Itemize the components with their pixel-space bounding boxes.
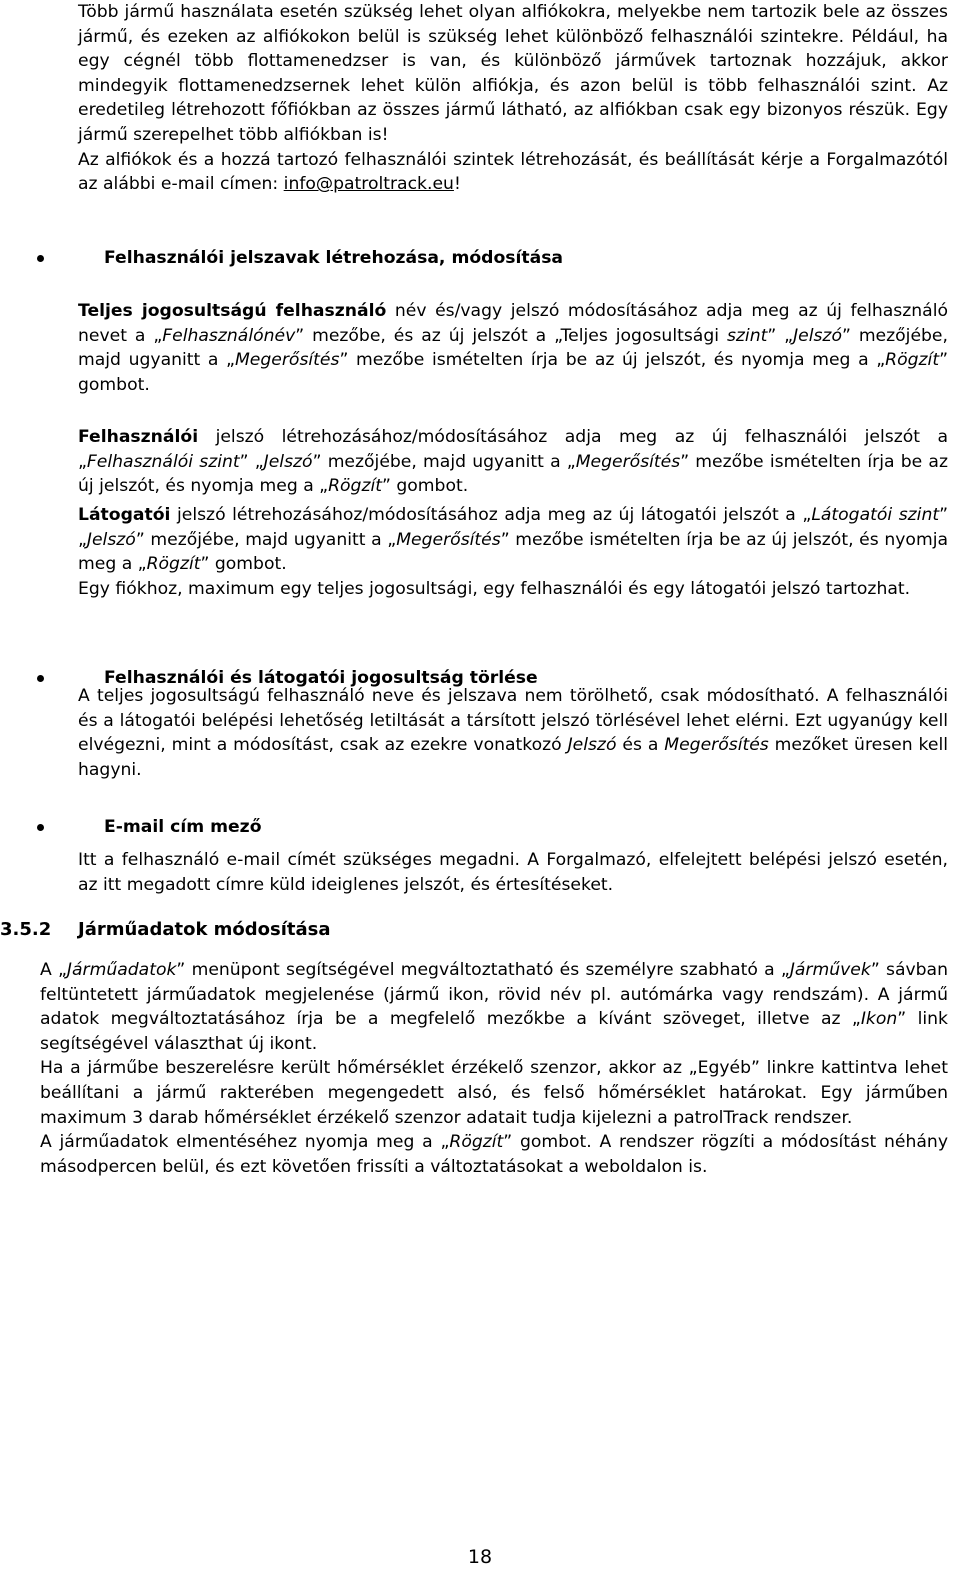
- section-title: Járműadatok módosítása: [78, 919, 331, 940]
- text-run: ” menüpont segítségével megváltoztatható és személyre szabható a „: [176, 960, 790, 980]
- text-run: A teljes jogosultságú felhasználó neve és jelszava nem törölhető, csak módosítható. A felhasználói és a látogatói belépési lehetőség letiltását a társított jelszó törlésével lehet elérni. Ezt ugyanúgy kell elvégezni, mint a módosítást, csak az ezekre vonatkozó: [78, 686, 948, 756]
- text-run: ” mezőjébe, majd ugyanitt a „: [312, 451, 576, 472]
- intro-contact-paragraph: [78, 148, 948, 197]
- deletion-text: [78, 684, 948, 782]
- save-paragraph: [40, 1130, 948, 1179]
- field-name: Jelszó: [263, 451, 313, 472]
- menu-name: Járművek: [789, 960, 871, 980]
- bold-term: Teljes jogosultságú felhasználó: [78, 301, 387, 321]
- text-run: jelszó létrehozásához/módosításához adja meg az új látogatói jelszót a „: [170, 505, 812, 525]
- text-run: A „: [40, 960, 67, 980]
- text-run: név és/vagy jelszó módosításához adja meg az új felhasználó nevet a „: [78, 301, 948, 346]
- email-field-text: Itt a felhasználó e-mail címét szükséges megadni. A Forgalmazó, elfelejtett belépési jelszó esetén, az itt megadott címre küld ideiglenes jelszót, és értesítéseket.: [78, 850, 948, 895]
- text-run: ” gombot.: [200, 554, 287, 575]
- field-name: Jelszó: [793, 325, 842, 346]
- field-name: Jelszó: [567, 735, 617, 756]
- email-link[interactable]: info@patroltrack.eu: [283, 174, 454, 195]
- bullet-heading-text: Felhasználói és látogatói jogosultság törlése: [104, 668, 538, 688]
- button-name: Rögzít: [449, 1132, 504, 1153]
- section-number: 3.5.2: [0, 919, 52, 940]
- full-access-paragraph: [78, 299, 948, 397]
- text-run: ” mezőbe ismételten írja be az új jelszót, és nyomja meg a „: [339, 350, 886, 371]
- field-name: Rögzít: [885, 350, 940, 371]
- text-run: ” mezőjébe, majd ugyanitt a „: [78, 325, 948, 371]
- bullet-icon: [37, 824, 44, 831]
- user-password-paragraph: [78, 425, 948, 499]
- intro-text: [78, 0, 948, 197]
- field-name: Megerősítés: [234, 350, 340, 371]
- bullet-icon: [37, 675, 44, 682]
- password-limit-note: Egy fiókhoz, maximum egy teljes jogosultsági, egy felhasználói és egy látogatói jelszó tartozhat.: [78, 578, 911, 599]
- contact-punctuation: !: [453, 174, 461, 195]
- full-access-text: [78, 299, 948, 397]
- text-run: ” mezőbe ismételten írja be az új jelszót, és nyomja meg a „: [78, 529, 948, 575]
- text-run: ” „: [239, 451, 264, 472]
- field-name: Megerősítés: [396, 529, 501, 550]
- field-name: Megerősítés: [664, 735, 769, 756]
- field-name: szint: [726, 325, 768, 346]
- text-run: A járműadatok elmentéséhez nyomja meg a „: [40, 1132, 450, 1153]
- bullet-icon: [37, 255, 44, 262]
- text-run: ” „: [767, 325, 794, 346]
- bullet-heading-text: Felhasználói jelszavak létrehozása, módosítása: [104, 248, 564, 268]
- text-run: és a: [616, 735, 665, 756]
- bold-term: Felhasználói: [78, 427, 199, 447]
- link-name: Ikon: [860, 1009, 898, 1030]
- menu-name: Járműadatok: [66, 960, 177, 980]
- text-run: ” mezőbe ismételten írja be az új jelszót, és nyomja meg a „: [78, 451, 948, 497]
- vehicle-data-paragraph: [40, 958, 948, 1056]
- text-run: jelszó létrehozásához/módosításához adja meg az új felhasználói jelszót a „: [78, 427, 948, 472]
- visitor-password-text: [78, 503, 948, 577]
- text-run: ” mezőbe, és az új jelszót a „Teljes jogosultsági: [295, 325, 727, 346]
- field-name: Felhasználói szint: [86, 451, 240, 472]
- user-password-text: [78, 425, 948, 499]
- intro-paragraph: Több jármű használata esetén szükség lehet olyan alfiókokra, melyekbe nem tartozik bele az összes jármű, és ezeken az alfiókokon belül is szükség lehet különböző felhasználói szintekre. Például, ha egy cégnél több flottamenedzser is van, és különböző járművek tartoznak hozzájuk, akkor mindegyik flottamenedzsernek lehet külön alfiókja, és azon belül is több felhasználói szint. Az eredetileg létrehozott főfiókban az összes jármű látható, az alfiókban csak egy bizonyos részük. Egy jármű szerepelhet több alfiókban is!: [78, 2, 948, 145]
- visitor-password-paragraph: [78, 503, 948, 601]
- contact-text: Az alfiókok és a hozzá tartozó felhasználói szintek létrehozását, és beállítását kérje a Forgalmazótól az alábbi e-mail címen:: [78, 149, 948, 195]
- text-run: ” „: [78, 505, 949, 550]
- field-name: Látogatói szint: [811, 505, 940, 525]
- text-run: ” gombot.: [78, 350, 948, 395]
- bullet-heading-text: E-mail cím mező: [104, 817, 262, 837]
- field-name: Jelszó: [86, 529, 136, 550]
- text-run: mezőket üresen kell hagyni.: [78, 735, 948, 780]
- deletion-paragraph: [78, 684, 948, 782]
- text-run: ” gombot.: [382, 476, 469, 497]
- email-field-paragraph: [78, 848, 948, 897]
- text-run: ” link segítségével választhat új ikont.: [40, 1009, 948, 1054]
- text-run: ” sávban feltüntetett járműadatok megjelenése (jármű ikon, rövid név pl. autómárka vagy rendszám). A jármű adatok megváltoztatásához írja be a megfelelő mezőkbe a kívánt szöveget, illetve az „: [40, 960, 948, 1030]
- section-body: [40, 958, 948, 1179]
- page-number: 18: [467, 1546, 493, 1568]
- field-name: Rögzít: [146, 554, 201, 575]
- text-run: ” mezőjébe, majd ugyanitt a „: [135, 529, 397, 550]
- field-name: Rögzít: [328, 476, 382, 497]
- bold-term: Látogatói: [78, 505, 171, 525]
- field-name: Megerősítés: [575, 451, 681, 472]
- text-run: ” gombot. A rendszer rögzíti a módosítást néhány másodpercen belül, és ezt követően frissíti a változtatásokat a weboldalon is.: [40, 1132, 948, 1177]
- field-name: Felhasználónév: [162, 325, 296, 346]
- temperature-sensor-paragraph: Ha a járműbe beszerelésre került hőmérséklet érzékelő szenzor, akkor az „Egyéb” linkre kattintva lehet beállítani a jármű rakterében megengedett alsó, és felső hőmérséklet határokat. Egy járműben maximum 3 darab hőmérséklet érzékelő szenzor adatait tudja kijelezni a patrolTrack rendszer.: [40, 1058, 948, 1128]
